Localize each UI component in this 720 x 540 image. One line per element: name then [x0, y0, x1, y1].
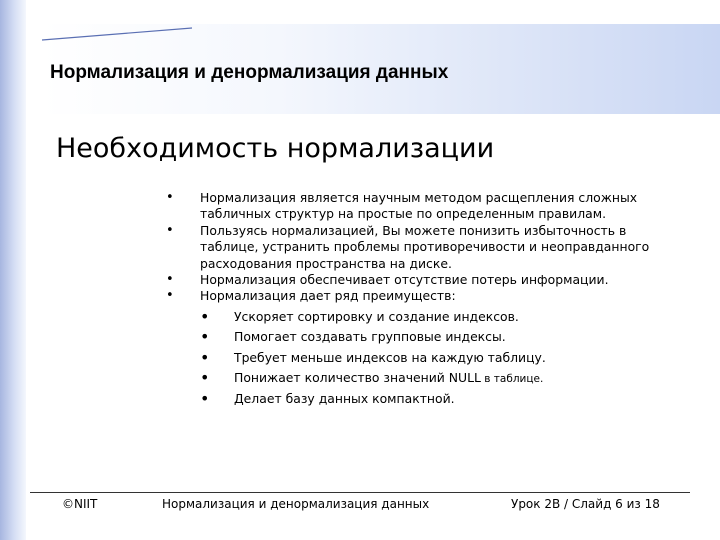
bullet-item [160, 190, 680, 223]
sub-bullet-text-tail: в таблице. [480, 373, 544, 386]
bullet-icon: • [200, 368, 210, 388]
sub-bullet-text: Требует меньше индексов на каждую таблицу. [234, 349, 546, 365]
footer-title: Нормализация и денормализация данных [162, 497, 430, 511]
sub-bullet-text: Понижает количество значений NULL [234, 370, 481, 386]
sub-bullet-item [200, 307, 680, 327]
bullet-icon: • [200, 306, 210, 326]
header-decorative-line [42, 24, 202, 44]
bullet-text: Нормализация является научным методом расщепления сложных табличных структур на простые по определенным правилам. [200, 190, 638, 222]
slide-subtitle: Необходимость нормализации [56, 133, 495, 164]
sub-bullet-text: Помогает создавать групповые индексы. [234, 329, 506, 345]
bullet-icon: • [166, 288, 174, 304]
sub-bullet-item [200, 389, 680, 409]
bullet-list [160, 190, 680, 410]
bullet-item [160, 288, 680, 409]
bullet-text: Нормализация обеспечивает отсутствие потерь информации. [200, 272, 609, 288]
sub-bullet-list [200, 307, 680, 410]
bullet-icon: • [166, 190, 174, 205]
sub-bullet-text: Ускоряет сортировку и создание индексов. [234, 308, 519, 324]
sub-bullet-text: Делает базу данных компактной. [234, 391, 455, 407]
bullet-item [160, 272, 680, 288]
bullet-text: Пользуясь нормализацией, Вы можете понизить избыточность в таблице, устранить проблемы противоречивости и неоправданного расходования пространства на диске. [200, 222, 650, 271]
sub-bullet-item [200, 368, 680, 389]
sub-bullet-item [200, 327, 680, 347]
header-title: Нормализация и денормализация данных [50, 62, 449, 83]
footer-copyright: ©NIIT [62, 497, 98, 511]
bullet-item [160, 223, 680, 272]
sub-bullet-item [200, 348, 680, 368]
bullet-icon: • [200, 327, 210, 347]
left-decorative-bar [0, 0, 26, 540]
bullet-icon: • [200, 347, 210, 367]
bullet-icon: • [166, 222, 174, 238]
bullet-text: Нормализация дает ряд преимуществ: [200, 288, 456, 304]
bullet-icon: • [200, 389, 210, 409]
bullet-icon: • [166, 272, 174, 288]
footer-divider [30, 492, 690, 493]
footer-slide-number: Урок 2В / Слайд 6 из 18 [511, 497, 660, 511]
